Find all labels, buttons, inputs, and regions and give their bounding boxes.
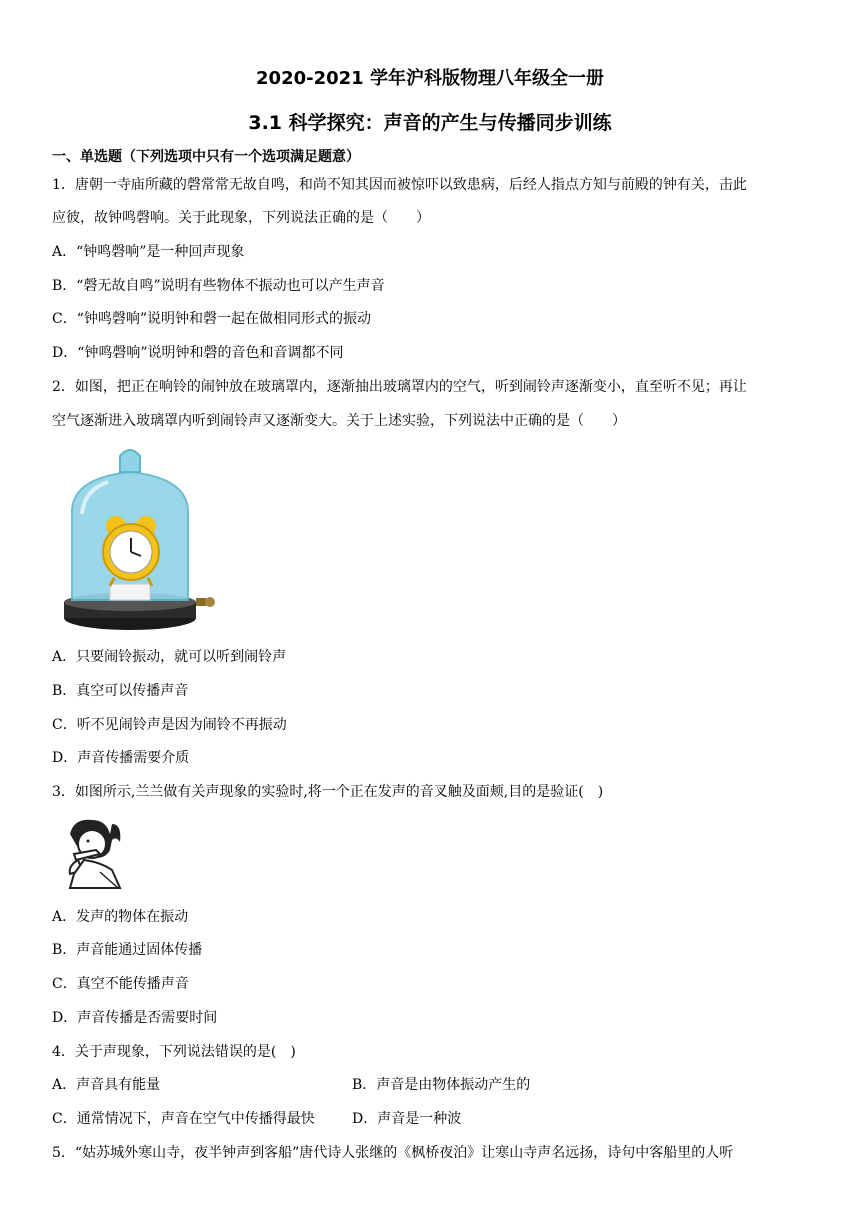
question-2-option-d: D．声音传播需要介质 bbox=[52, 750, 190, 766]
document-title: 2020-2021 学年沪科版物理八年级全一册 bbox=[256, 68, 604, 89]
question-1-option-d: D．“钟鸣磬响”说明钟和磬的音色和音调都不同 bbox=[52, 345, 344, 361]
tuning-fork-shape bbox=[74, 850, 100, 860]
document-subtitle: 3.1 科学探究：声音的产生与传播同步训练 bbox=[248, 112, 612, 134]
bell-jar-clock-figure bbox=[58, 442, 218, 637]
section-heading: 一、单选题（下列选项中只有一个选项满足题意） bbox=[52, 149, 360, 165]
question-2-option-a: A．只要闹铃振动，就可以听到闹铃声 bbox=[52, 649, 287, 665]
question-4-option-a: A．声音具有能量 bbox=[52, 1077, 161, 1093]
question-3-option-b: B．声音能通过固体传播 bbox=[52, 942, 203, 958]
question-4-option-d: D．声音是一种波 bbox=[352, 1111, 462, 1127]
valve-knob bbox=[205, 597, 215, 607]
question-3-line-1: 3．如图所示,兰兰做有关声现象的实验时,将一个正在发声的音叉触及面颊,目的是验证( ) bbox=[52, 784, 604, 800]
question-2-option-b: B．真空可以传播声音 bbox=[52, 683, 189, 699]
question-4-option-b: B．声音是由物体振动产生的 bbox=[352, 1077, 531, 1093]
question-2-option-c: C．听不见闹铃声是因为闹铃不再振动 bbox=[52, 717, 287, 733]
question-4-line-1: 4．关于声现象，下列说法错误的是( ) bbox=[52, 1044, 296, 1060]
tuning-fork-girl-figure bbox=[60, 814, 128, 890]
question-1-option-a: A．“钟鸣磬响”是一种回声现象 bbox=[52, 244, 245, 260]
valve-shape bbox=[196, 598, 206, 606]
question-3-option-d: D．声音传播是否需要时间 bbox=[52, 1010, 218, 1026]
question-2-line-1: 2．如图，把正在响铃的闹钟放在玻璃罩内，逐渐抽出玻璃罩内的空气，听到闹铃声逐渐变小，直至听不见；再让 bbox=[52, 379, 747, 395]
question-3-option-c: C．真空不能传播声音 bbox=[52, 976, 189, 992]
question-5-line-1: 5．“姑苏城外寒山寺，夜半钟声到客船”唐代诗人张继的《枫桥夜泊》让寒山寺声名远扬，诗句中客船里的人听 bbox=[52, 1145, 734, 1161]
question-1-line-1: 1．唐朝一寺庙所藏的磬常常无故自鸣，和尚不知其因而被惊吓以致患病，后经人指点方知与前殿的钟有关，击此 bbox=[52, 177, 747, 193]
question-1-option-c: C．“钟鸣磬响”说明钟和磬一起在做相同形式的振动 bbox=[52, 311, 372, 327]
question-3-option-a: A．发声的物体在振动 bbox=[52, 909, 189, 925]
question-1-line-2: 应彼，故钟鸣磬响。关于此现象，下列说法正确的是（ ） bbox=[52, 210, 430, 226]
question-1-option-b: B．“磬无故自鸣”说明有些物体不振动也可以产生声音 bbox=[52, 278, 385, 294]
jar-knob bbox=[120, 450, 140, 472]
clock-stand bbox=[110, 584, 150, 600]
question-2-line-2: 空气逐渐进入玻璃罩内听到闹铃声又逐渐变大。关于上述实验，下列说法中正确的是（ ） bbox=[52, 413, 626, 429]
question-4-option-c: C．通常情况下，声音在空气中传播得最快 bbox=[52, 1111, 315, 1127]
